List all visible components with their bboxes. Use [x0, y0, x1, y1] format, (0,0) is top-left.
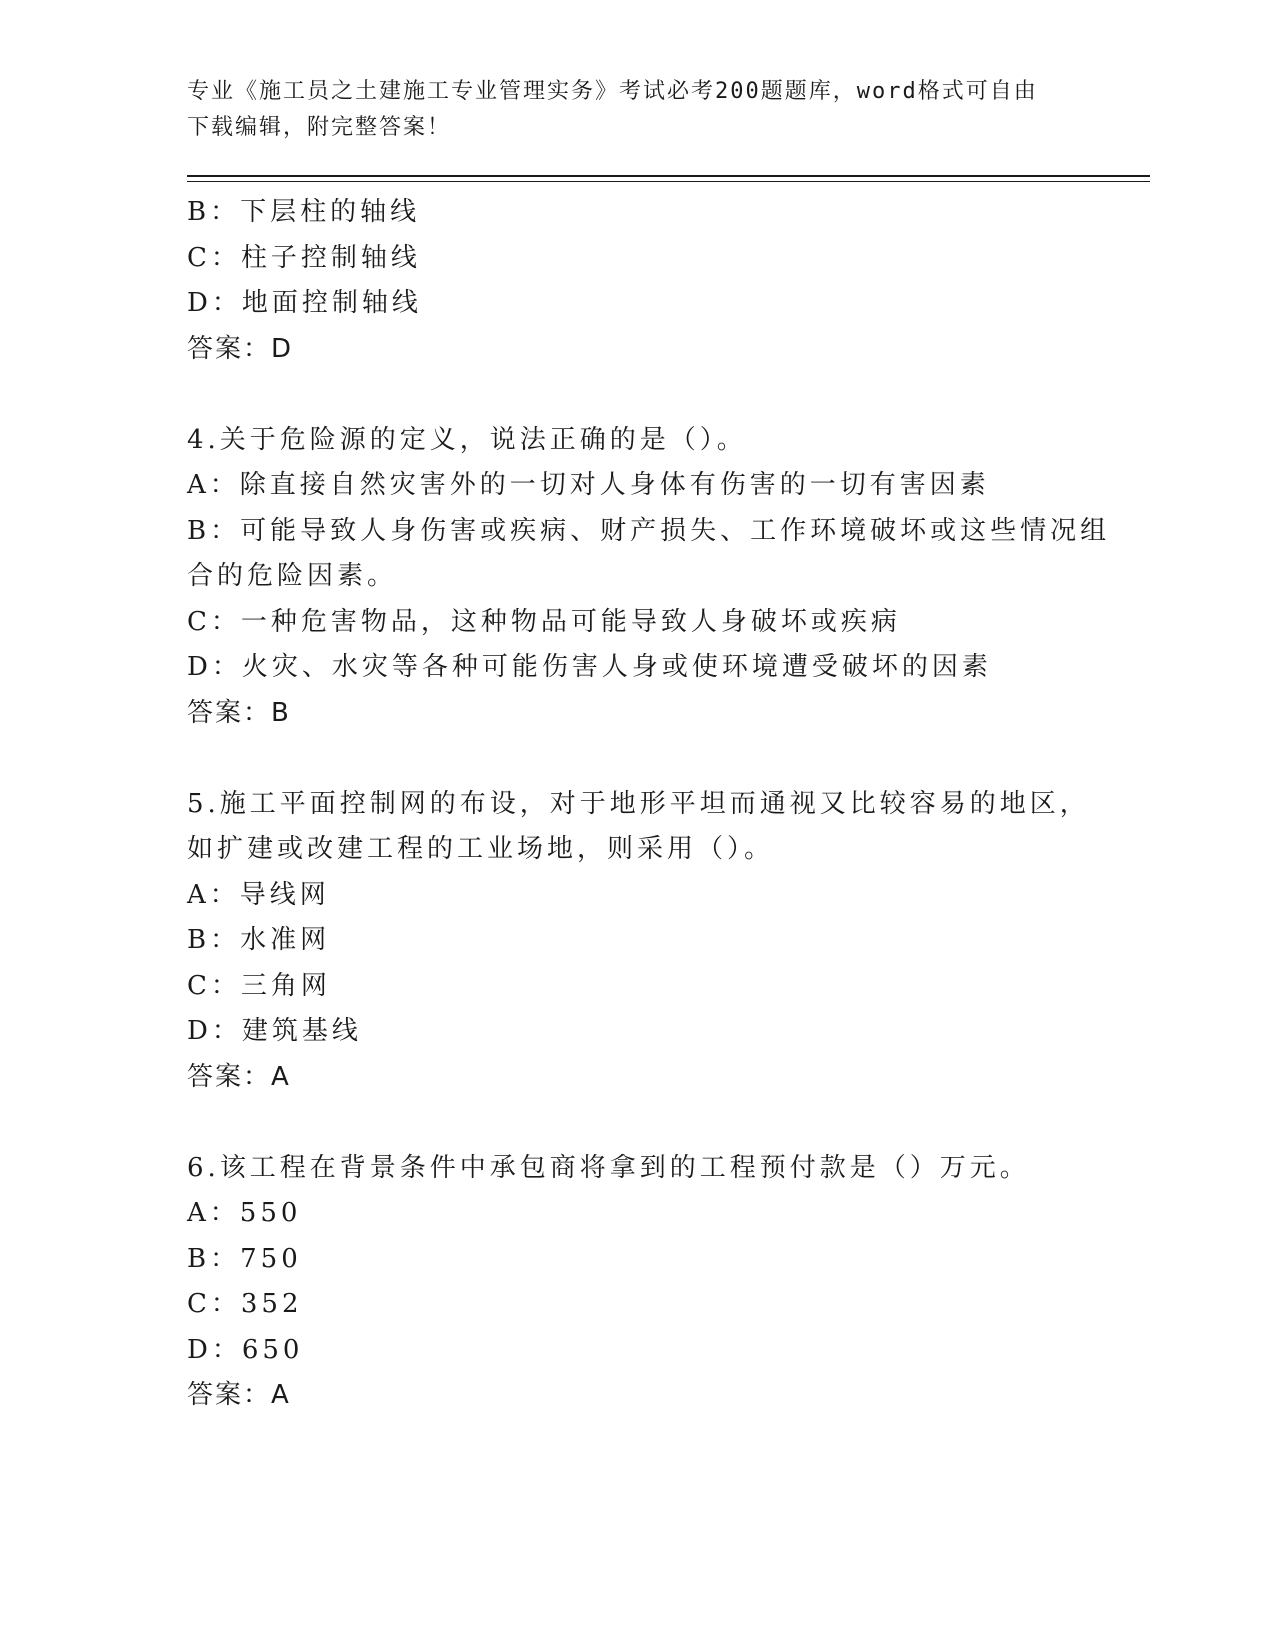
- question-stem: 6.该工程在背景条件中承包商将拿到的工程预付款是（）万元。: [187, 1152, 1030, 1183]
- option-b: B：水准网: [187, 925, 331, 955]
- spacer: [187, 736, 1087, 782]
- option-d: D：建筑基线: [187, 1016, 362, 1046]
- header-rule-thick: [187, 175, 1150, 177]
- option-b: B：可能导致人身伤害或疾病、财产损失、工作环境破坏或这些情况组: [187, 515, 1111, 546]
- answer: 答案：A: [187, 1380, 291, 1410]
- header-line-1: 专业《施工员之土建施工专业管理实务》考试必考200题题库，word格式可自由: [187, 79, 1038, 104]
- option-d: D：地面控制轴线: [187, 288, 422, 318]
- answer: 答案：B: [187, 697, 291, 728]
- option-d: D：650: [187, 1334, 304, 1365]
- question-stem: 5.施工平面控制网的布设，对于地形平坦而通视又比较容易的地区，: [187, 788, 1090, 819]
- header-rule-thin: [187, 181, 1150, 182]
- option-a: A：导线网: [187, 879, 330, 910]
- option-c: C：柱子控制轴线: [187, 242, 421, 273]
- question-6: [187, 1146, 1087, 1419]
- option-a: A：除直接自然灾害外的一切对人身体有伤害的一切有害因素: [187, 470, 990, 500]
- option-b: B：750: [187, 1243, 302, 1274]
- question-5: [187, 782, 1090, 1101]
- option-d: D：火灾、水灾等各种可能伤害人身或使环境遭受破坏的因素: [187, 652, 992, 682]
- option-c: C：一种危害物品，这种物品可能导致人身破坏或疾病: [187, 606, 901, 637]
- header-line-2: 下载编辑，附完整答案！: [187, 115, 452, 140]
- question-list: [187, 190, 1111, 1419]
- option-b: B：下层柱的轴线: [187, 197, 421, 227]
- question-stem: 4.关于危险源的定义，说法正确的是（）。: [187, 424, 747, 455]
- answer: 答案：A: [187, 1061, 291, 1092]
- question-3-tail: [187, 190, 1087, 372]
- spacer: [187, 1100, 1087, 1146]
- option-b-continued: 合的危险因素。: [187, 561, 398, 591]
- option-c: C：352: [187, 1289, 303, 1319]
- question-stem-continued: 如扩建或改建工程的工业场地，则采用（）。: [187, 834, 775, 864]
- answer: 答案：D: [187, 333, 294, 364]
- option-a: A：550: [187, 1198, 302, 1228]
- document-header: [187, 74, 1067, 146]
- spacer: [187, 372, 1087, 418]
- option-c: C：三角网: [187, 970, 331, 1001]
- question-4: [187, 418, 1111, 737]
